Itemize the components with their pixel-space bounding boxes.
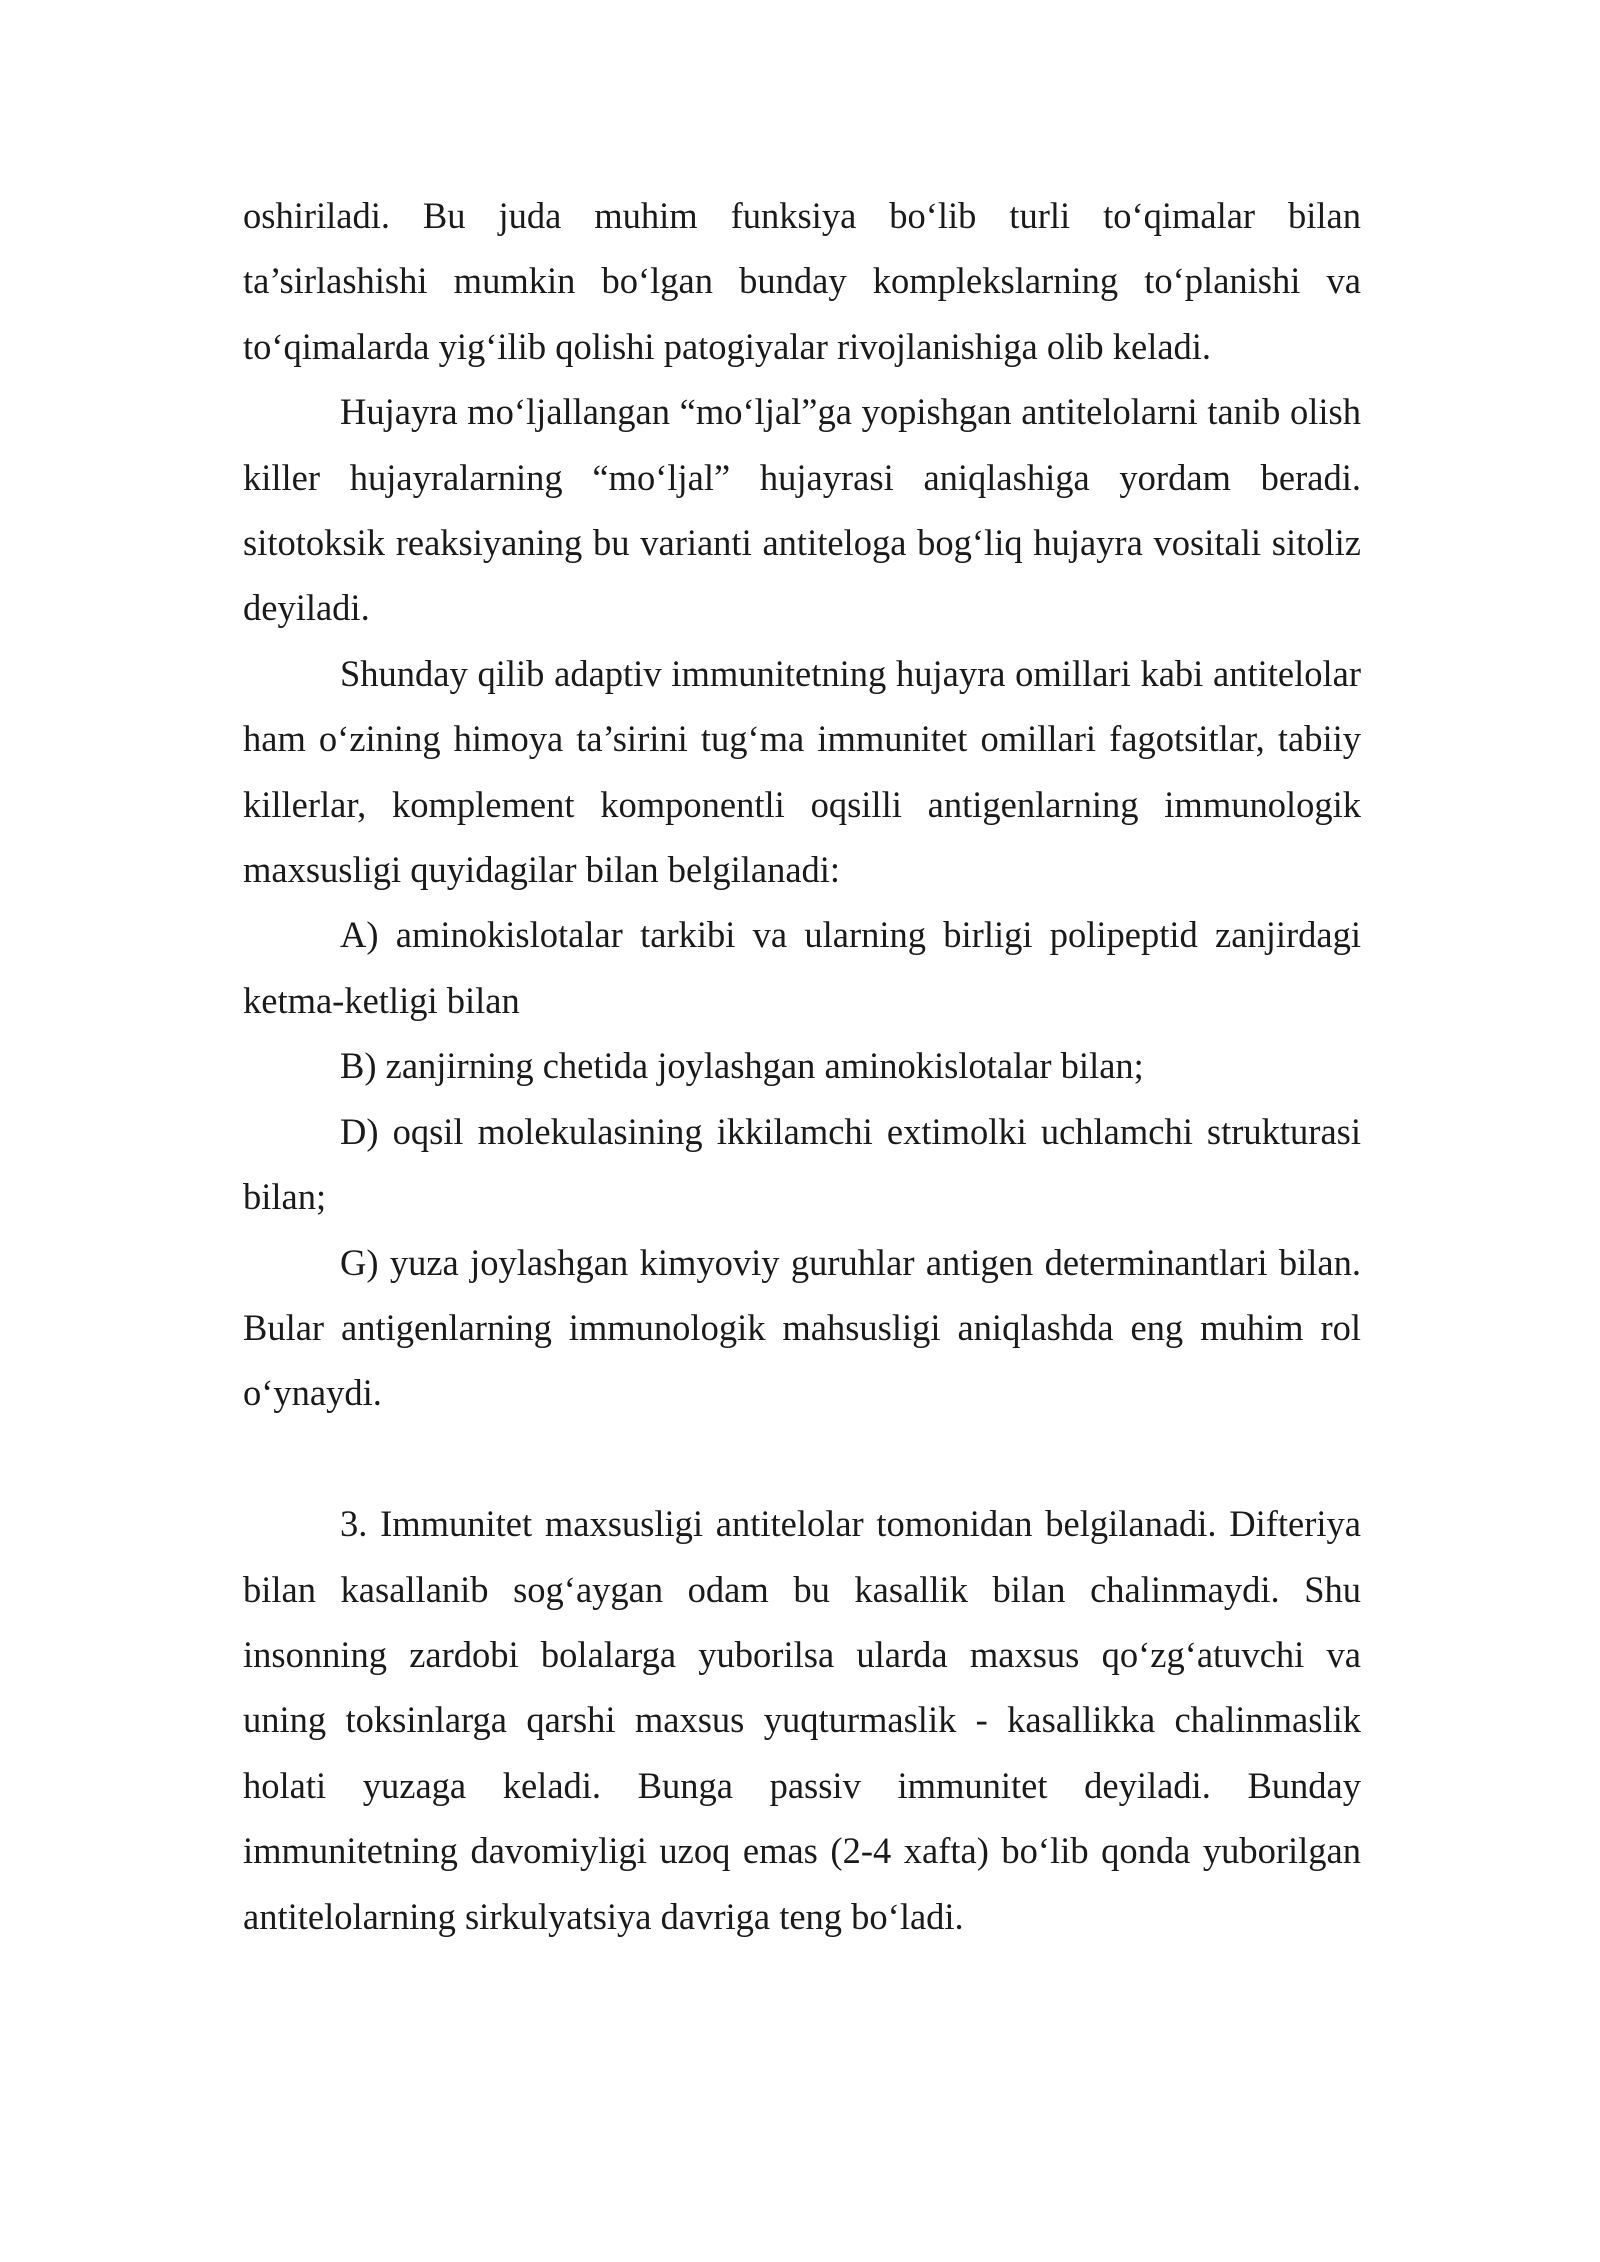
list-item-b: B) zanjirning chetida joylashgan aminokislotalar bilan; — [340, 1045, 1144, 1087]
list-item-d: D) oqsil molekulasining ikkilamchi extimolki uchlamchi strukturasi bilan; — [243, 1110, 1361, 1218]
paragraph-continuation: oshiriladi. Bu juda muhim funksiya bo‘lib turli to‘qimalar bilan ta’sirlashishi mumkin bo‘lgan bunday komplekslarning to‘planishi va to‘qimalarda yig‘ilib qolishi patogiyalar rivojlanishiga olib keladi. — [243, 195, 1361, 367]
paragraph-hujayra: Hujayra mo‘ljallangan “mo‘ljal”ga yopishgan antitelolarni tanib olish killer hujayralarning “mo‘ljal” hujayrasi aniqlashiga yordam beradi. sitotoksik reaksiyaning bu varianti antiteloga bog‘liq hujayra vositali sitoliz deyiladi. — [243, 391, 1361, 629]
list-item-g: G) yuza joylashgan kimyoviy guruhlar antigen determinantlari bilan. Bular antigenlarning immunologik mahsusligi aniqlashda eng muhim rol o‘ynaydi. — [243, 1241, 1361, 1414]
paragraph-section-3: 3. Immunitet maxsusligi antitelolar tomonidan belgilanadi. Difteriya bilan kasallanib sog‘aygan odam bu kasallik bilan chalinmaydi. Shu insonning zardobi bolalarga yuborilsa ularda maxsus qo‘zg‘atuvchi va uning toksinlarga qarshi maxsus yuqturmaslik - kasallikka chalinmaslik holati yuzaga keladi. Bunga passiv immunitet deyiladi. Bunday immunitetning davomiyligi uzoq emas (2-4 xafta) bo‘lib qonda yuborilgan antitelolarning sirkulyatsiya davriga teng bo‘ladi. — [243, 1503, 1361, 1937]
document-body — [243, 183, 1361, 1949]
paragraph-shunday: Shunday qilib adaptiv immunitetning hujayra omillari kabi antitelolar ham o‘zining himoya ta’sirini tug‘ma immunitet omillari fagotsitlar, tabiiy killerlar, komplement komponentli oqsilli antigenlarning immunologik maxsusligi quyidagilar bilan belgilanadi: — [243, 652, 1361, 891]
list-item-a: A) aminokislotalar tarkibi va ularning birligi polipeptid zanjirdagi ketma-ketligi bilan — [243, 914, 1361, 1021]
